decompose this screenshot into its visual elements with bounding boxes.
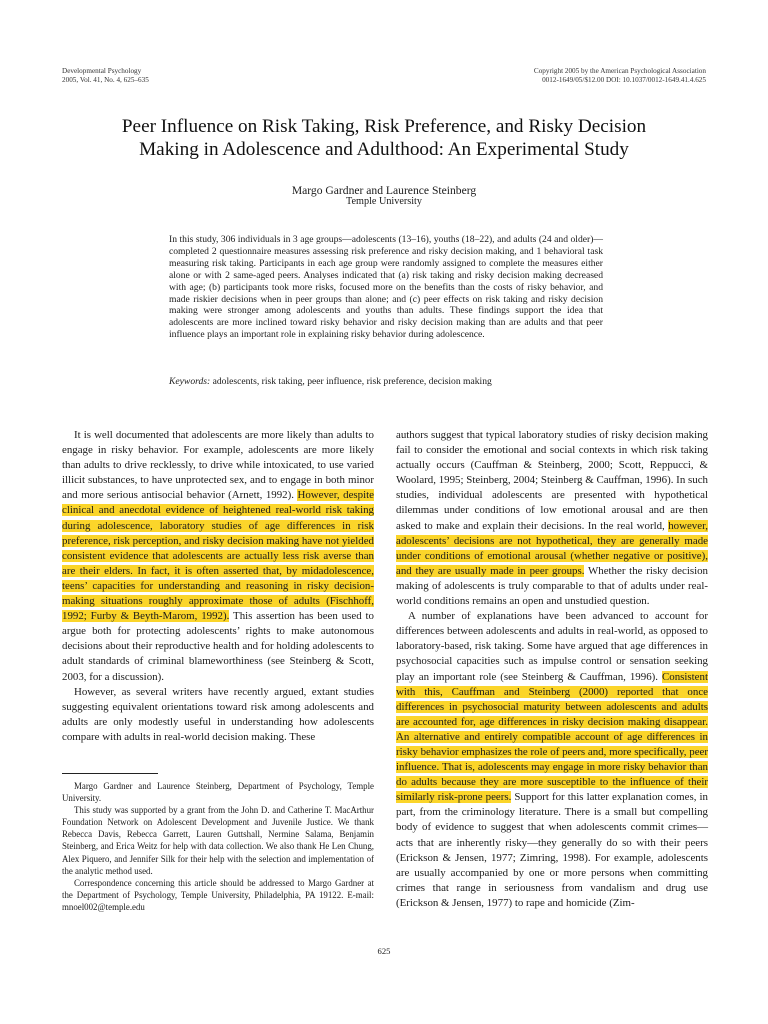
page-number: 625 [377,946,391,956]
keywords-label: Keywords: [169,376,211,387]
text-run: Whether the risky decision making of adolescents is truly comparable to that of adults under real-world conditions remains an open and unstudied question. [396,564,708,608]
doi-text: 0012-1649/05/$12.00 DOI: 10.1037/0012-1649.41.4.625 [542,75,706,84]
paper-title [60,115,708,161]
highlighted-text: Consistent with this, Cauffman and Steinberg (2000) reported that once differences in psychosocial maturity between adolescents and adults are accounted for, age differences in risky decision making disappear. An alternative and entirely compatible account of age differences in risky behavior emphasizes the role of peers and, more specifically, peer influence. That is, adolescents may engage in more risky behavior than do adults because they are more susceptible to the influence of their similarly risk-prone peers. [396,670,708,804]
footnote: Margo Gardner and Laurence Steinberg, Department of Psychology, Temple University. [62,781,374,804]
footnote: Correspondence concerning this article should be addressed to Margo Gardner at the Department of Psychology, Temple University, Philadelphia, PA 19122. E-mail: mnoel002@temple.edu [62,877,374,912]
text-run: authors suggest that typical laboratory studies of risky decision making fail to consider the emotional and social contexts in which risk taking actually occurs (Cauffman & Steinberg, 2000; Scott, Reppucci, & Woolard, 1995; Steinberg, 2004; Steinberg & Cauffman, 1996). In such studies, individual adolescents are presented with hypothetical dilemmas under conditions of low emotional arousal and are then asked to make and explain their decisions. In the real world, [396,429,708,532]
keywords [169,376,603,388]
footnote: This study was supported by a grant from the John D. and Catherine T. MacArthur Foundation Network on Adolescent Development and Juvenile Justice. We thank Rebecca Davis, Rebecca Garrett, Lauren Guttshall, Nermine Salama, Benjamin Steinberg, and Erica Weitz for help with data collection. We also thank He Len Chung, Alex Piquero, and Jennifer Silk for their help with the selection and implementation of the analytic method used. [62,805,374,876]
text-run: Support for this latter explanation comes, in part, from the criminology literature. There is a small but compelling body of evidence to suggest that when adolescents commit crimes—acts that are inherently risky—they generally do so with their peers (Erickson & Jensen, 1977; Zimring, 1998). For example, adolescents are usually accompanied by one or more persons when committing crimes that range in seriousness from vandalism and drug use (Erickson & Jensen, 1977) to rape and homicide (Zim- [396,791,708,909]
left-column [62,428,374,745]
footnotes [62,780,374,913]
paragraph [62,428,374,685]
journal-citation [62,67,149,84]
authors: Margo Gardner and Laurence Steinberg [291,184,477,197]
right-column [396,428,708,911]
title-line-2: Making in Adolescence and Adulthood: An Experimental Study [139,139,629,160]
paragraph: However, as several writers have recently argued, extant studies suggesting equivalent orientations toward risk among adolescents and adults are only modestly useful in understanding how adolescents compare with adults in real-world decision making. These [62,685,374,743]
journal-volume: 2005, Vol. 41, No. 4, 625–635 [62,75,149,84]
affiliation: Temple University [346,196,422,207]
text-run: A number of explanations have been advanced to account for differences between adolescents and adults in real-world, as opposed to laboratory-based, risk taking. Some have argued that age differences in psychosocial capacities such as impulse control or sensation seeking play an important role (see Steinberg & Cauffman, 1996). [396,610,708,683]
highlighted-text: However, despite clinical and anecdotal evidence of heightened real-world risk taking during adolescence, laboratory studies of age differences in risk preference, risk perception, and risky decision making have not yielded consistent evidence that adolescents are actually less risk averse than are their elders. In fact, it is often asserted that, by midadolescence, teens’ capacities for understanding and reasoning in risky decision-making situations roughly approximate those of adults (Fischhoff, 1992; Furby & Beyth-Marom, 1992). [62,489,374,623]
keywords-list: adolescents, risk taking, peer influence, risk preference, decision making [212,376,492,387]
copyright-text: Copyright 2005 by the American Psychological Association [533,67,706,75]
copyright-block [534,67,706,84]
paragraph [396,609,708,911]
text-run: This assertion has been used to argue both for protecting adolescents’ rights to make autonomous decisions about their reproductive health and for holding adolescents to adult standards of criminal blameworthiness (see Steinberg & Scott, 2003, for a discussion). [62,610,375,683]
abstract: In this study, 306 individuals in 3 age groups—adolescents (13–16), youths (18–22), and adults (24 and older)—completed 2 questionnaire measures assessing risk preference and risky decision making, and 1 behavioral task measuring risk taking. Participants in each age group were randomly assigned to complete the measures either alone or with 2 same-aged peers. Analyses indicated that (a) risk taking and risky decision making decreased with age; (b) participants took more risks, focused more on the benefits than the costs of risky behavior, and made riskier decisions when in peer groups than alone; and (c) peer effects on risk taking and risky decision making were stronger among adolescents and youths than adults. These findings support the idea that adolescents are more inclined toward risky behavior and risky decision making than are adults and that peer influence plays an important role in explaining risky behavior during adolescence. [169,234,603,341]
footnote-divider [62,773,158,774]
paragraph [396,428,708,609]
text-run: It is well documented that adolescents are more likely than adults to engage in risky behavior. For example, adolescents are more likely than adults to drive recklessly, to drive while intoxicated, to use varied illicit substances, to have unprotected sex, and to engage in both minor and more serious antisocial behavior (Arnett, 1992). [62,429,374,502]
title-line-1: Peer Influence on Risk Taking, Risk Preference, and Risky Decision [121,116,647,137]
highlighted-text: however, adolescents’ decisions are not hypothetical, they are generally made under conditions of emotional arousal (whether negative or positive), and they are usually made in peer groups. [396,519,708,577]
journal-name: Developmental Psychology [62,67,142,75]
